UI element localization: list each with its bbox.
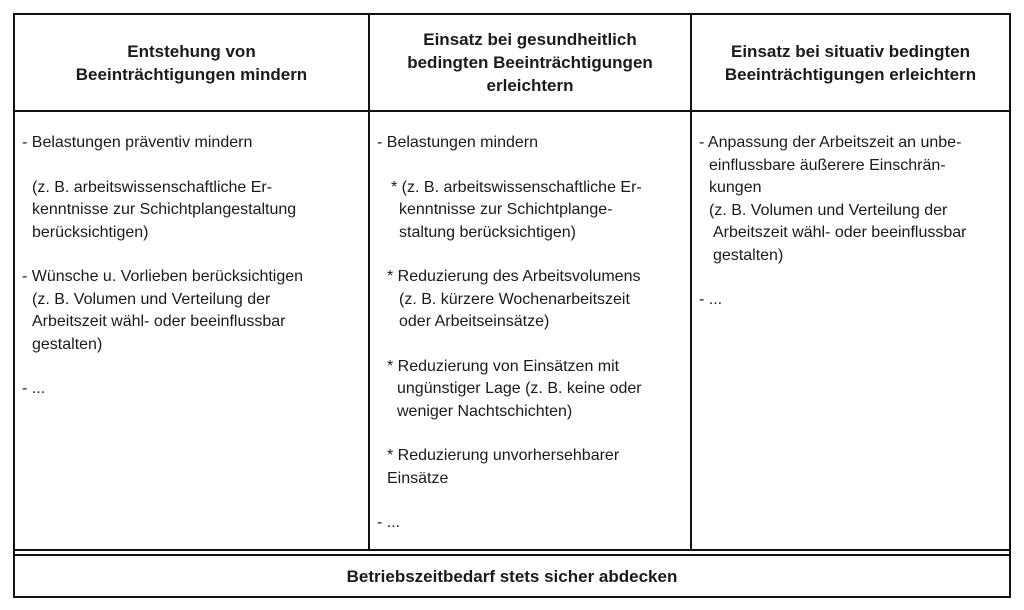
header-col3 (692, 14, 1009, 111)
text-line: * (z. B. arbeitswissenschaftliche Er- (391, 178, 642, 196)
text-line: (z. B. arbeitswissenschaftliche Er- (32, 178, 273, 196)
text-line: oder Arbeitseinsätze) (399, 313, 550, 330)
header-col2-line: erleichtern (486, 76, 574, 95)
text-line: weniger Nachtschichten) (397, 402, 573, 420)
text-line: gestalten) (713, 246, 784, 264)
text-line: Arbeitszeit wähl- oder beeinflussbar (713, 224, 967, 241)
text-line: - Wünsche u. Vorlieben berücksichtigen (22, 268, 304, 285)
text-line: staltung berücksichtigen) (399, 223, 576, 241)
footer-row (14, 556, 1010, 598)
text-line: - ... (699, 291, 723, 308)
text-line: * Reduzierung des Arbeitsvolumens (387, 268, 641, 285)
body-col1 (22, 132, 362, 401)
header-col1-line: Beeinträchtigungen mindern (75, 64, 308, 84)
text-line: (z. B. kürzere Wochenarbeitszeit (399, 290, 630, 308)
text-line: * Reduzierung von Einsätzen mit (387, 357, 620, 375)
header-col1-line: Entstehung von (127, 41, 256, 61)
text-line: kungen (709, 179, 762, 196)
text-line: - ... (377, 514, 401, 531)
text-line: einflussbare äußerere Einschrän- (709, 156, 946, 174)
text-line: berücksichtigen) (32, 223, 149, 241)
header-col2-line: Einsatz bei gesundheitlich (423, 30, 637, 49)
right-border (1009, 13, 1011, 598)
text-line: (z. B. Volumen und Verteilung der (32, 290, 271, 308)
text-line: Einsätze (387, 469, 449, 487)
body-col3 (699, 132, 1005, 312)
text-line: (z. B. Volumen und Verteilung der (709, 201, 948, 219)
text-line: * Reduzierung unvorhersehbarer (387, 447, 620, 464)
text-line: - Belastungen mindern (377, 134, 538, 151)
footer-divider-upper (14, 549, 1010, 551)
body-col2 (377, 132, 687, 535)
text-line: ungünstiger Lage (z. B. keine oder (397, 380, 642, 397)
text-line: kenntnisse zur Schichtplange- (399, 201, 613, 218)
text-line: kenntnisse zur Schichtplangestaltung (32, 201, 297, 218)
text-line: - Belastungen präventiv mindern (22, 134, 253, 151)
header-col1 (15, 14, 368, 111)
footer-text: Betriebszeitbedarf stets sicher abdecken (346, 567, 678, 586)
text-line: - Anpassung der Arbeitszeit an unbe- (699, 134, 962, 151)
header-col2 (370, 14, 690, 111)
text-line: - ... (22, 380, 46, 397)
header-col3-line: Einsatz bei situativ bedingten (731, 41, 970, 61)
text-line: gestalten) (32, 335, 103, 353)
header-col3-line: Beeinträchtigungen erleichtern (724, 64, 977, 84)
header-col2-line: bedingten Beeinträchtigungen (407, 53, 653, 72)
text-line: Arbeitszeit wähl- oder beeinflussbar (32, 313, 286, 330)
